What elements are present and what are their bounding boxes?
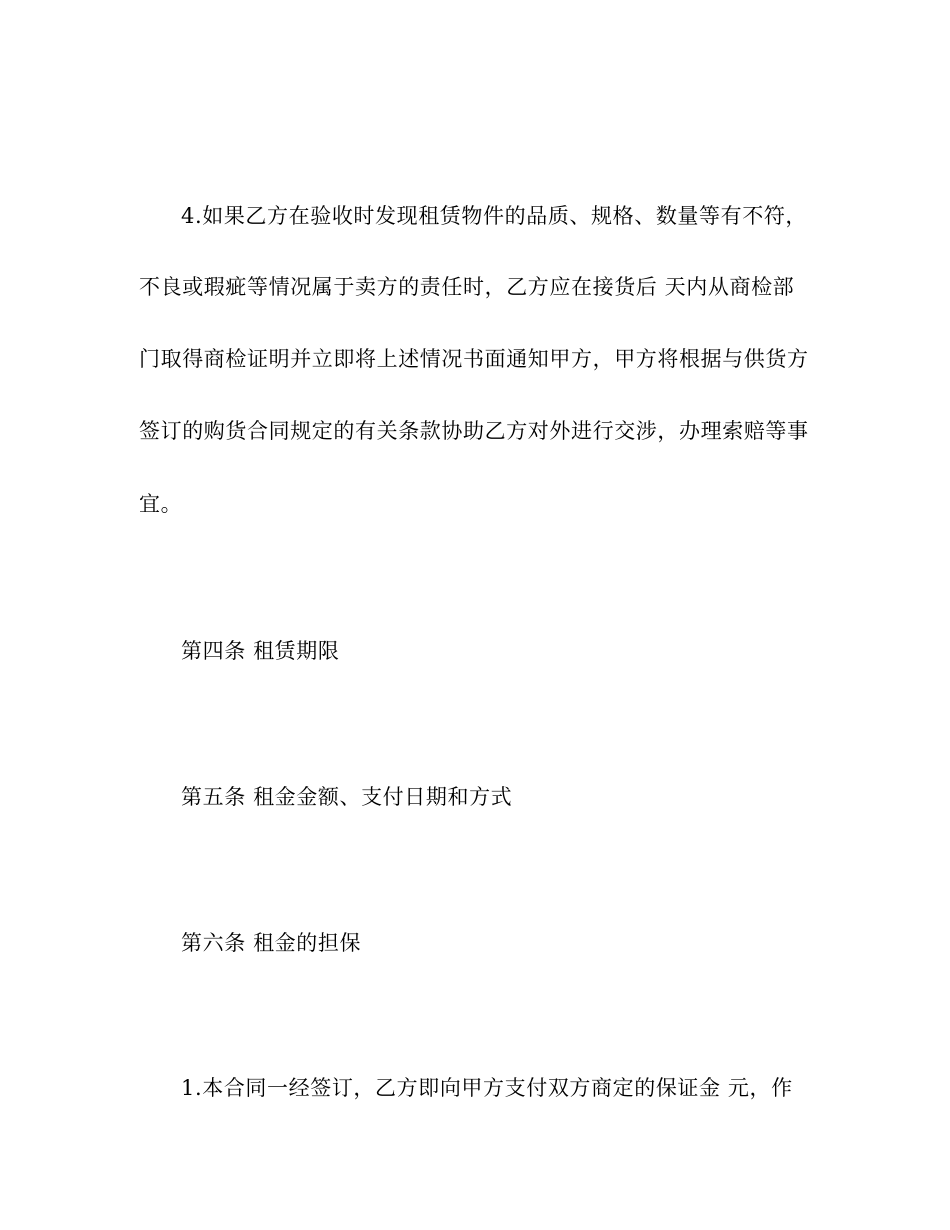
paragraph-4-line-2: 不良或瑕疵等情况属于卖方的责任时，乙方应在接货后 天内从商检部 — [139, 275, 795, 299]
paragraph-1-line-1: 1.本合同一经签订，乙方即向甲方支付双方商定的保证金 元，作 — [181, 1076, 793, 1100]
article-5-heading: 第五条 租金金额、支付日期和方式 — [181, 785, 513, 809]
paragraph-4-line-5: 宜。 — [139, 492, 183, 516]
article-4-heading: 第四条 租赁期限 — [181, 639, 340, 663]
paragraph-4-line-4: 签订的购货合同规定的有关条款协助乙方对外进行交涉，办理索赔等事 — [139, 419, 809, 443]
paragraph-4-line-3: 门取得商检证明并立即将上述情况书面通知甲方，甲方将根据与供货方 — [139, 347, 809, 371]
article-6-heading: 第六条 租金的担保 — [181, 931, 362, 955]
paragraph-4-line-1: 4.如果乙方在验收时发现租赁物件的品质、规格、数量等有不符， — [181, 204, 808, 228]
